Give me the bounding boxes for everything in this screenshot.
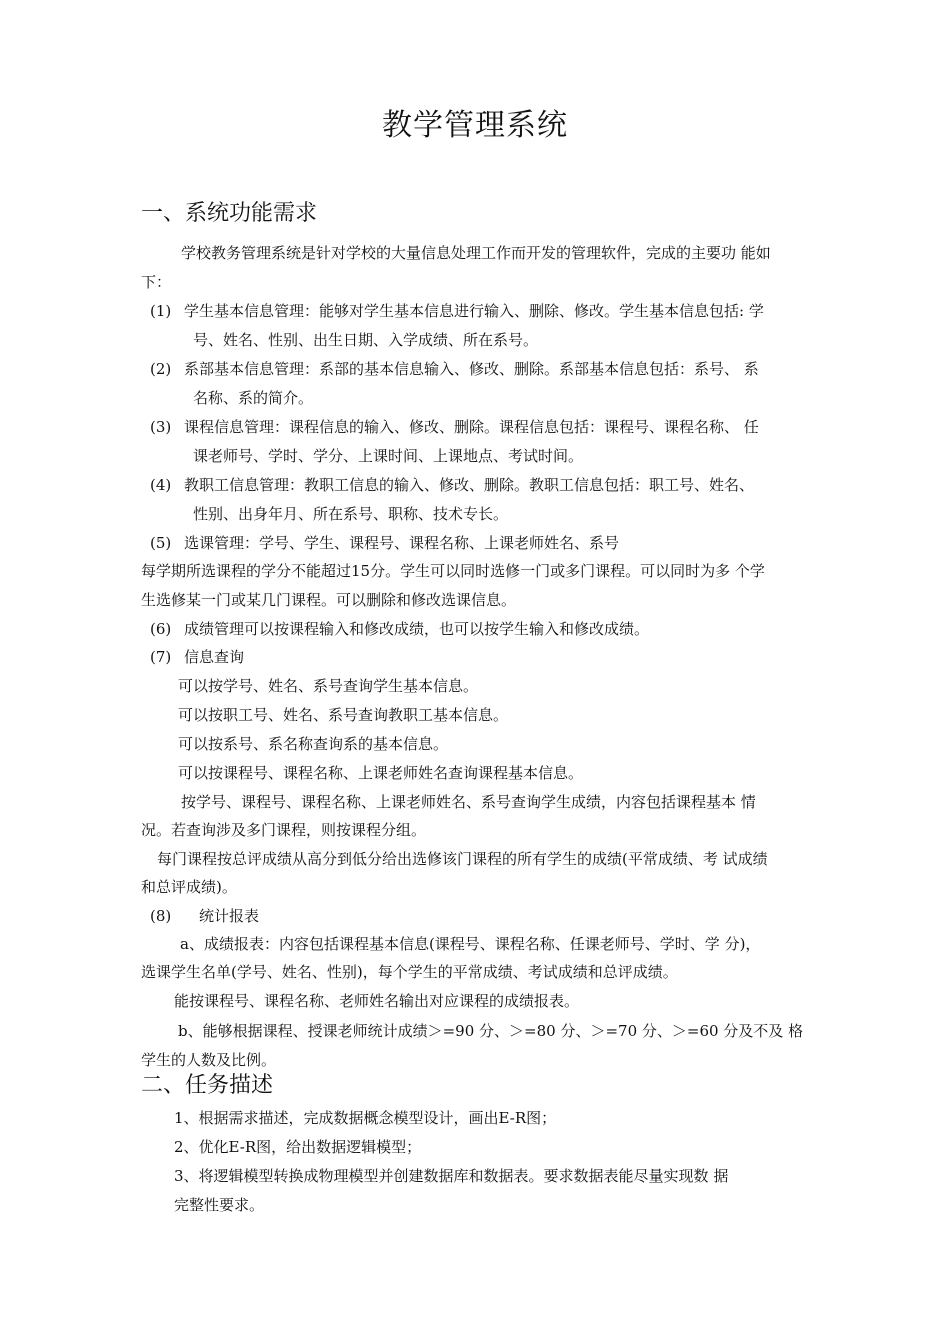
- list-item-number: (7): [150, 648, 172, 666]
- list-item-number: (2): [150, 360, 172, 378]
- task-line: 完整性要求。: [174, 1196, 265, 1214]
- report-line: a、成绩报表：内容包括课程基本信息(课程号、课程名称、任课老师号、学时、学 分)，: [180, 935, 761, 953]
- report-line: 选课学生名单(学号、姓名、性别)，每个学生的平常成绩、考试成绩和总评成绩。: [141, 963, 678, 981]
- task-line: 2、优化E-R图，给出数据逻辑模型；: [174, 1138, 422, 1156]
- list-item-number: (8): [150, 907, 172, 925]
- report-line: 学生的人数及比例。: [141, 1051, 277, 1069]
- paragraph-line: 生选修某一门或某几门课程。可以删除和修改选课信息。: [141, 591, 517, 609]
- intro-line-2: 下：: [141, 273, 172, 291]
- query-line: 可以按课程号、课程名称、上课老师姓名查询课程基本信息。: [178, 764, 584, 782]
- query-line: 按学号、课程号、课程名称、上课老师姓名、系号查询学生成绩，内容包括课程基本 情: [181, 793, 756, 811]
- page-title: 教学管理系统: [382, 108, 568, 143]
- list-item-number: (5): [150, 534, 172, 552]
- list-item-line: 课程信息管理：课程信息的输入、修改、删除。课程信息包括：课程号、课程名称、 任: [184, 418, 759, 436]
- intro-line-1: 学校教务管理系统是针对学校的大量信息处理工作而开发的管理软件，完成的主要功 能如: [181, 244, 771, 262]
- query-line: 可以按系号、系名称查询系的基本信息。: [178, 735, 449, 753]
- list-item-line: 教职工信息管理：教职工信息的输入、修改、删除。教职工信息包括：职工号、姓名、: [184, 476, 755, 494]
- list-item-line: 课老师号、学时、学分、上课时间、上课地点、考试时间。: [193, 447, 584, 465]
- list-item-line: 学生基本信息管理：能够对学生基本信息进行输入、删除、修改。学生基本信息包括: 学: [184, 302, 764, 320]
- list-item-number: (6): [150, 620, 172, 638]
- report-line: 能按课程号、课程名称、老师姓名输出对应课程的成绩报表。: [174, 992, 580, 1010]
- list-item-line: 选课管理：学号、学生、课程号、课程名称、上课老师姓名、系号: [184, 534, 620, 552]
- task-line: 3、将逻辑模型转换成物理模型并创建数据库和数据表。要求数据表能尽量实现数 据: [174, 1167, 729, 1185]
- query-line: 每门课程按总评成绩从高分到低分给出选修该门课程的所有学生的成绩(平常成绩、考 试成绩: [157, 850, 768, 868]
- list-item-line: 性别、出身年月、所在系号、职称、技术专长。: [193, 505, 509, 523]
- list-item-line: 名称、系的简介。: [193, 389, 314, 407]
- list-item-line: 统计报表: [199, 907, 260, 925]
- report-line: b、能够根据课程、授课老师统计成绩＞=90 分、＞=80 分、＞=70 分、＞=60 分及不及 格: [178, 1022, 804, 1040]
- query-line: 可以按职工号、姓名、系号查询教职工基本信息。: [178, 706, 509, 724]
- list-item-line: 号、姓名、性别、出生日期、入学成绩、所在系号。: [193, 331, 539, 349]
- list-item-number: (1): [150, 302, 172, 320]
- list-item-line: 信息查询: [184, 648, 245, 666]
- paragraph-line: 每学期所选课程的学分不能超过15分。学生可以同时选修一门或多门课程。可以同时为多 个学: [141, 562, 765, 580]
- query-line: 和总评成绩)。: [141, 878, 237, 896]
- list-item-line: 成绩管理可以按课程输入和修改成绩，也可以按学生输入和修改成绩。: [184, 620, 650, 638]
- query-line: 况。若查询涉及多门课程，则按课程分组。: [141, 821, 427, 839]
- list-item-line: 系部基本信息管理：系部的基本信息输入、修改、删除。系部基本信息包括：系号、 系: [184, 360, 759, 378]
- section-heading-tasks: 二、任务描述: [141, 1073, 274, 1098]
- list-item-number: (4): [150, 476, 172, 494]
- section-heading-requirements: 一、系统功能需求: [141, 201, 318, 226]
- task-line: 1、根据需求描述，完成数据概念模型设计，画出E-R图；: [174, 1109, 557, 1127]
- list-item-number: (3): [150, 418, 172, 436]
- query-line: 可以按学号、姓名、系号查询学生基本信息。: [178, 677, 479, 695]
